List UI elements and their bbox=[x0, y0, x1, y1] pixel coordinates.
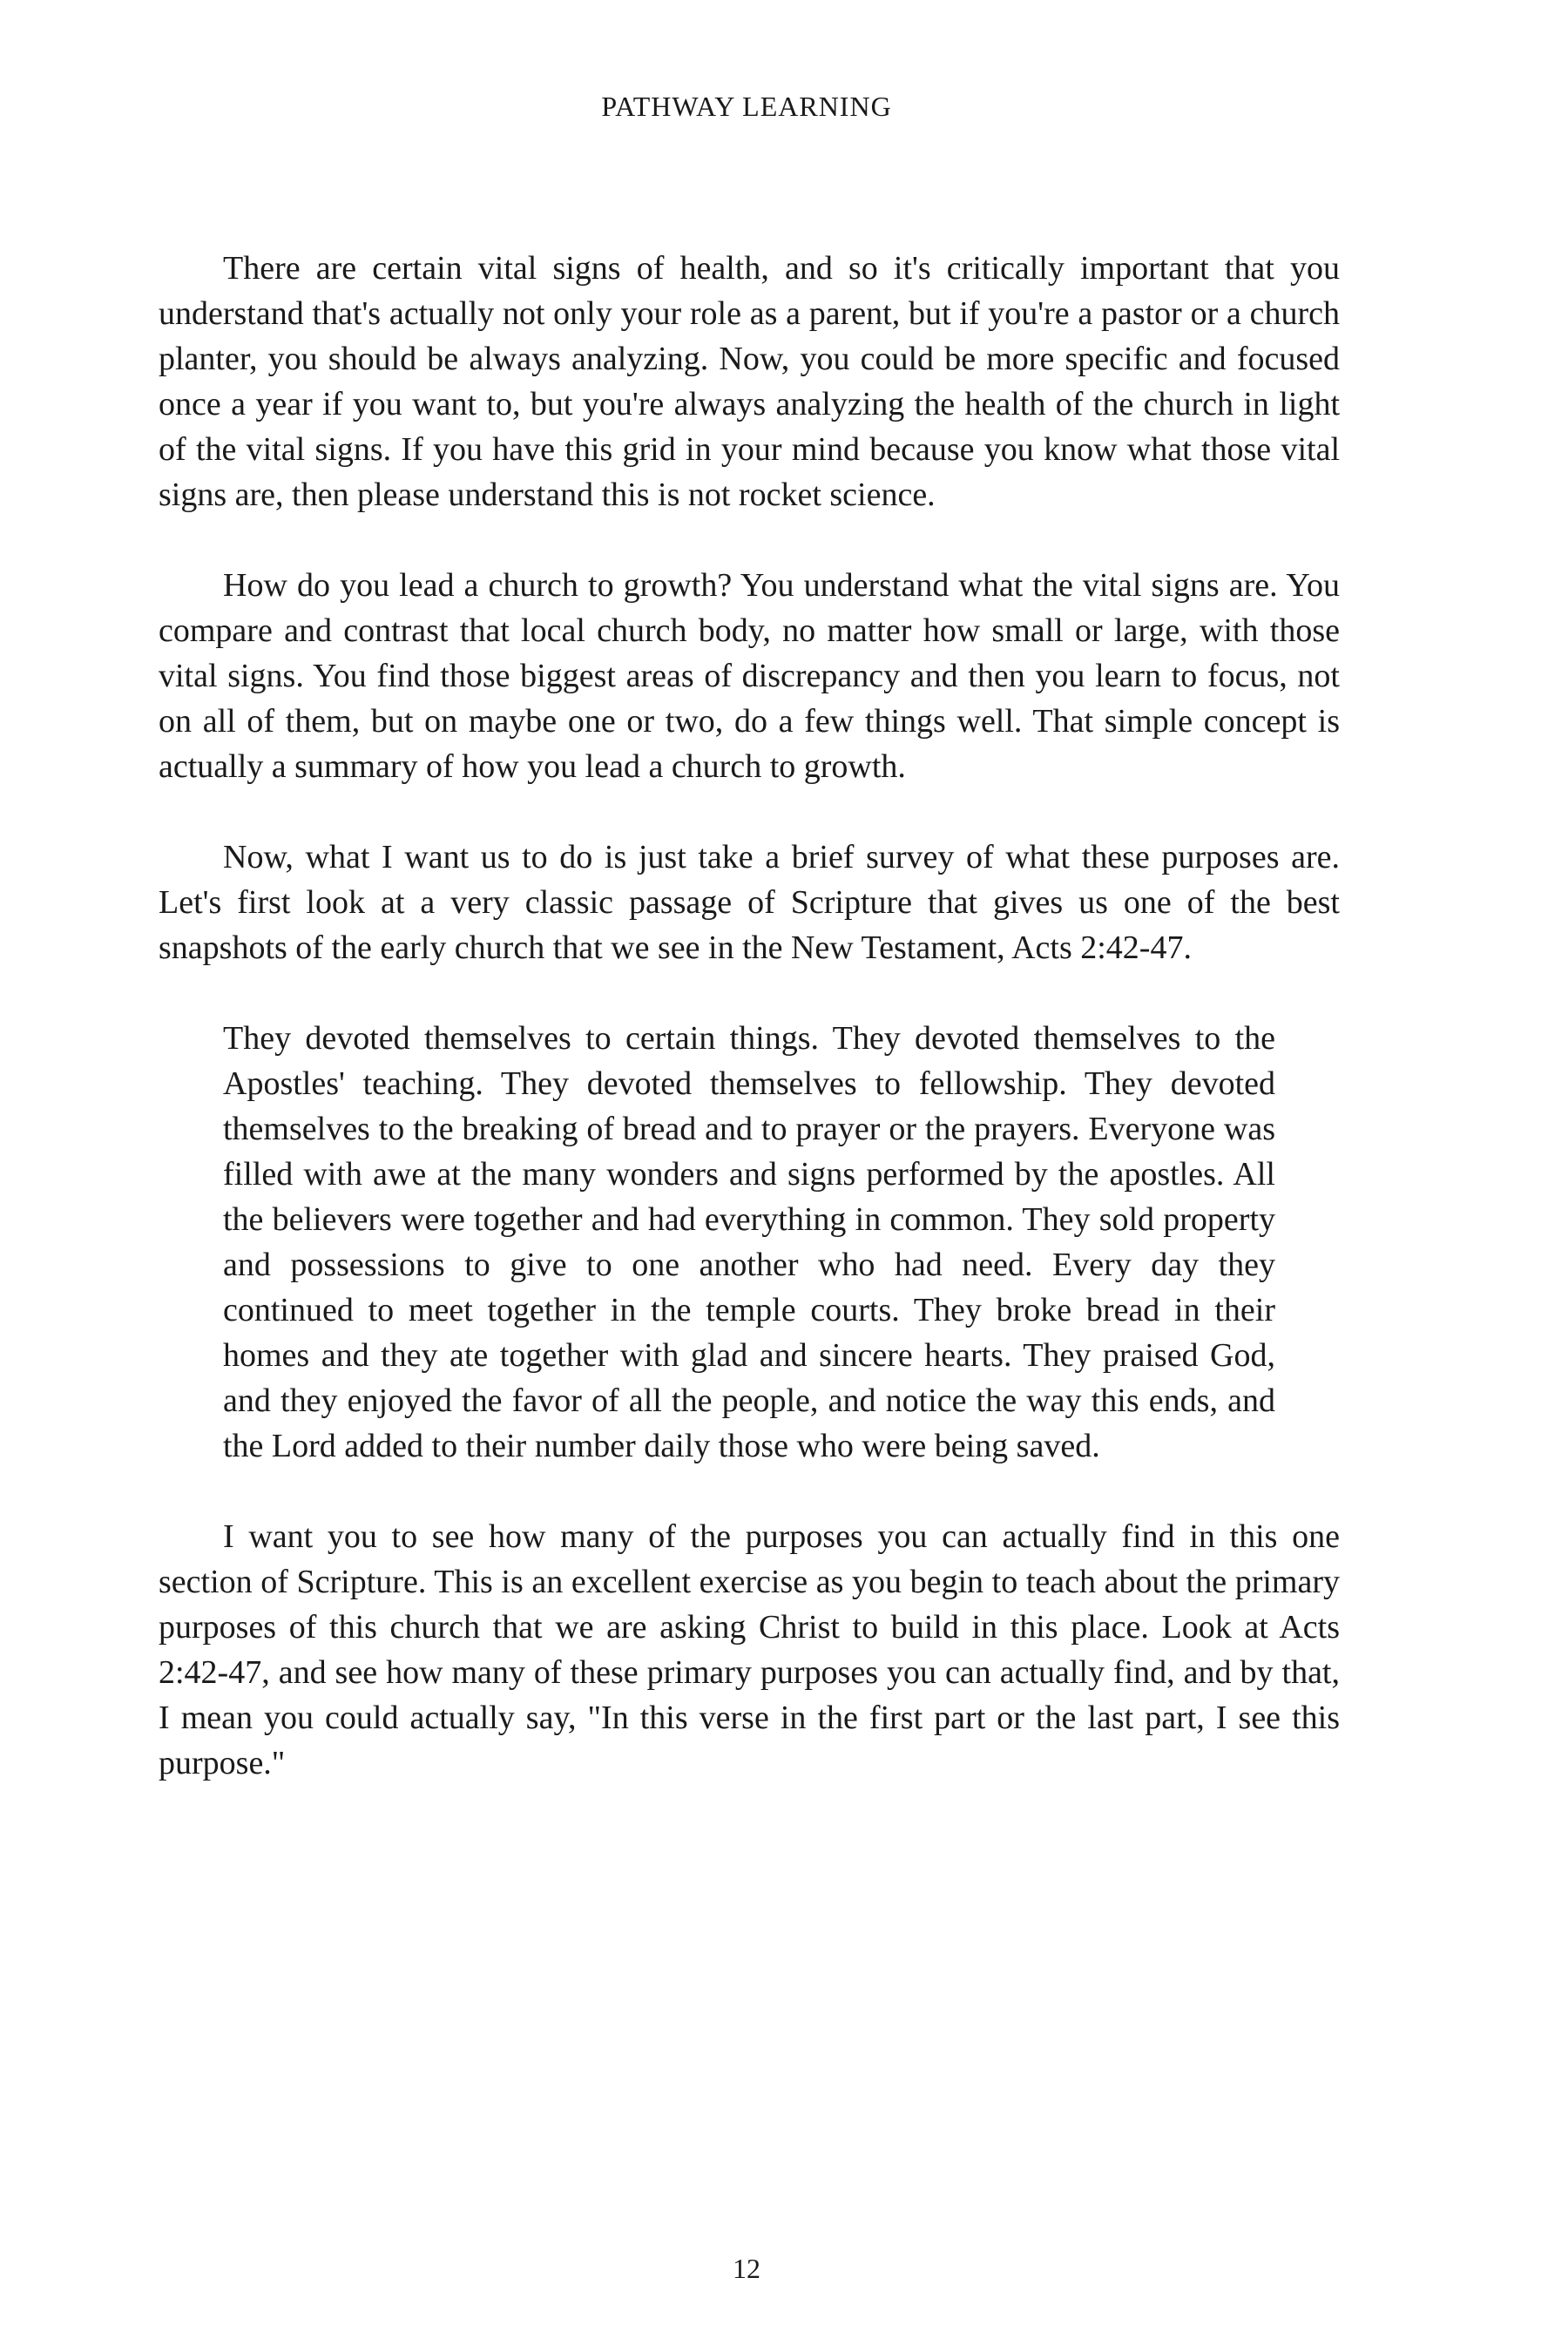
paragraph: How do you lead a church to growth? You understand what the vital signs are. You compare and contrast that local church body, no matter how small or large, with those vital signs. You find those biggest areas of discrepancy and then you learn to focus, not on all of them, but on maybe one or two, do a few things well. That simple concept is actually a summary of how you lead a church to growth. bbox=[159, 567, 1340, 785]
running-head: PATHWAY LEARNING bbox=[601, 91, 892, 122]
page-number: 12 bbox=[733, 2253, 760, 2284]
paragraph: I want you to see how many of the purposes you can actually find in this one section of Scripture. This is an excellent exercise as you begin to teach about the primary purposes of this church that we are asking Christ to build in this place. Look at Acts 2:42-47, and see how many of these primary purposes you can actually find, and by that, I mean you could actually say, "In this verse in the first part or the last part, I see this purpose." bbox=[159, 1518, 1340, 1781]
paragraph: There are certain vital signs of health, and so it's critically important that you understand that's actually not only your role as a parent, but if you're a pastor or a church planter, you should be always analyzing. Now, you could be more specific and focused once a year if you want to, but you're always analyzing the health of the church in light of the vital signs. If you have this grid in your mind because you know what those vital signs are, then please understand this is not rocket science. bbox=[159, 250, 1340, 513]
paragraph: Now, what I want us to do is just take a brief survey of what these purposes are. Let's first look at a very classic passage of Scripture that gives us one of the best snapshots of the early church that we see in the New Testament, Acts 2:42-47. bbox=[159, 839, 1340, 966]
scripture-block-quote: They devoted themselves to certain things. They devoted themselves to the Apostles' teaching. They devoted themselves to fellowship. They devoted themselves to the breaking of bread and to prayer or the prayers. Everyone was filled with awe at the many wonders and signs performed by the apostles. All the believers were together and had everything in common. They sold property and possessions to give to one another who had need. Every day they continued to meet together in the temple courts. They broke bread in their homes and they ate together with glad and sincere hearts. They praised God, and they enjoyed the favor of all the people, and notice the way this ends, and the Lord added to their number daily those who were being saved. bbox=[223, 1020, 1275, 1464]
page-body bbox=[159, 246, 1340, 1831]
